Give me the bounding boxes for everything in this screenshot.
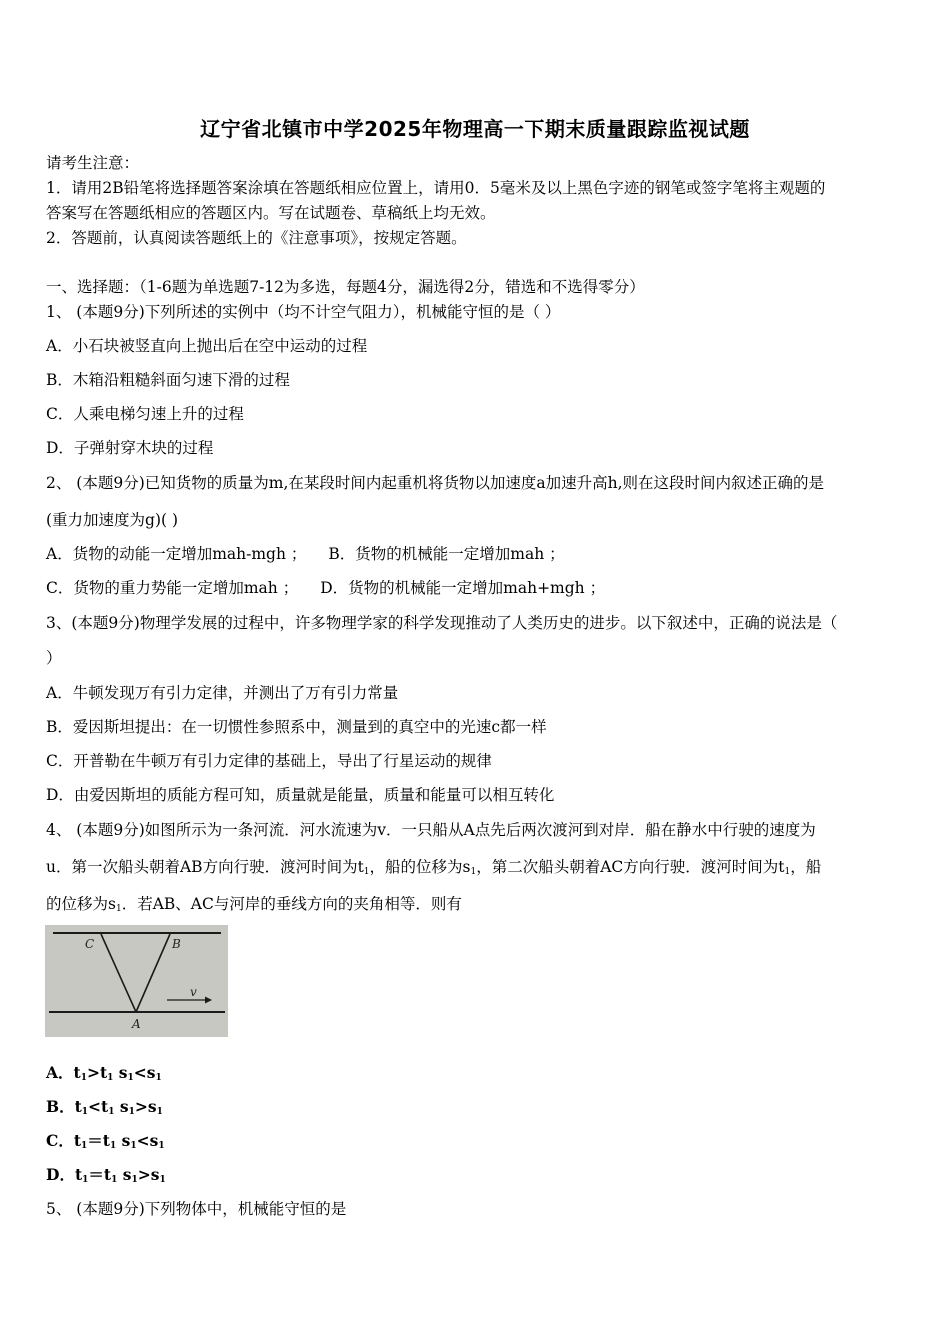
notice-item-2: 2．答题前，认真阅读答题纸上的《注意事项》，按规定答题。 <box>46 229 467 247</box>
label-c: C <box>85 937 95 951</box>
label-b: B <box>172 937 181 951</box>
question-1-option-c: C．人乘电梯匀速上升的过程 <box>46 405 244 423</box>
question-1-option-a: A．小石块被竖直向上抛出后在空中运动的过程 <box>46 337 368 355</box>
question-3-stem-line-2: ） <box>46 649 62 667</box>
question-1-option-b: B．木箱沿粗糙斜面匀速下滑的过程 <box>46 371 290 389</box>
notice-heading: 请考生注意： <box>46 154 140 172</box>
question-2-options-row-2 <box>46 578 605 598</box>
section-heading: 一、选择题：（1-6题为单选题7-12为多选，每题4分，漏选得2分，错选和不选得零分） <box>46 278 645 296</box>
question-4-stem-line-3: 的位移为$s_1$．若AB、AC与河岸的垂线方向的夹角相等．则有 <box>46 895 462 914</box>
question-2-option-a: A．货物的动能一定增加mah-mgh ； <box>46 545 307 563</box>
notice-item-1-line-1: 1．请用2B铅笔将选择题答案涂填在答题纸相应位置上，请用0．5毫米及以上黑色字迹的钢笔或签字笔将主观题的 <box>46 179 826 197</box>
question-4-stem-line-1: 4、 (本题9分)如图所示为一条河流．河水流速为v．一只船从A点先后两次渡河到对岸．船在静水中行驶的速度为 <box>46 821 816 839</box>
question-3-option-c: C．开普勒在牛顿万有引力定律的基础上，导出了行星运动的规律 <box>46 752 492 770</box>
page-title: 辽宁省北镇市中学2025年物理高一下期末质量跟踪监视试题 <box>200 117 750 141</box>
question-2-stem-line-1: 2、 (本题9分)已知货物的质量为m,在某段时间内起重机将货物以加速度a加速升高h,则在这段时间内叙述正确的是 <box>46 474 825 492</box>
label-a: A <box>132 1017 141 1031</box>
question-2-option-b: B．货物的机械能一定增加mah ； <box>328 545 565 563</box>
river-crossing-figure <box>45 925 228 1037</box>
question-1-option-d: D．子弹射穿木块的过程 <box>46 439 214 457</box>
question-3-option-a: A．牛顿发现万有引力定律，并测出了万有引力常量 <box>46 684 399 702</box>
question-4-option-a: A．$t_1>t_1$ $s_1<s_1$ <box>46 1063 162 1083</box>
question-3-option-b: B．爱因斯坦提出：在一切惯性参照系中，测量到的真空中的光速c都一样 <box>46 718 547 736</box>
question-4-option-d: D．$t_1=t_1$ $s_1>s_1$ <box>46 1165 166 1185</box>
question-4-option-c: C．$t_1=t_1$ $s_1<s_1$ <box>46 1131 165 1151</box>
question-1-stem: 1、 (本题9分)下列所述的实例中（均不计空气阻力），机械能守恒的是（ ） <box>46 303 561 321</box>
question-2-stem-line-2: (重力加速度为g)( ) <box>46 511 179 529</box>
label-v: v <box>190 985 197 999</box>
question-3-option-d: D．由爱因斯坦的质能方程可知，质量就是能量，质量和能量可以相互转化 <box>46 786 555 804</box>
question-2-options-row-1 <box>46 544 565 564</box>
question-3-stem-line-1: 3、(本题9分)物理学发展的过程中，许多物理学家的科学发现推动了人类历史的进步。以下叙述中，正确的说法是（ <box>46 614 838 632</box>
notice-item-1-line-2: 答案写在答题纸相应的答题区内。写在试题卷、草稿纸上均无效。 <box>46 204 496 222</box>
question-4-stem-line-2: u．第一次船头朝着AB方向行驶．渡河时间为$t_1$，船的位移为$s_1$，第二次船头朝着AC方向行驶．渡河时间为$t_1$，船 <box>46 858 822 877</box>
question-5-stem: 5、 (本题9分)下列物体中，机械能守恒的是 <box>46 1200 347 1218</box>
question-2-option-d: D．货物的机械能一定增加mah+mgh ； <box>320 579 606 597</box>
question-2-option-c: C．货物的重力势能一定增加mah ； <box>46 579 299 597</box>
question-4-option-b: B．$t_1<t_1$ $s_1>s_1$ <box>46 1097 163 1117</box>
